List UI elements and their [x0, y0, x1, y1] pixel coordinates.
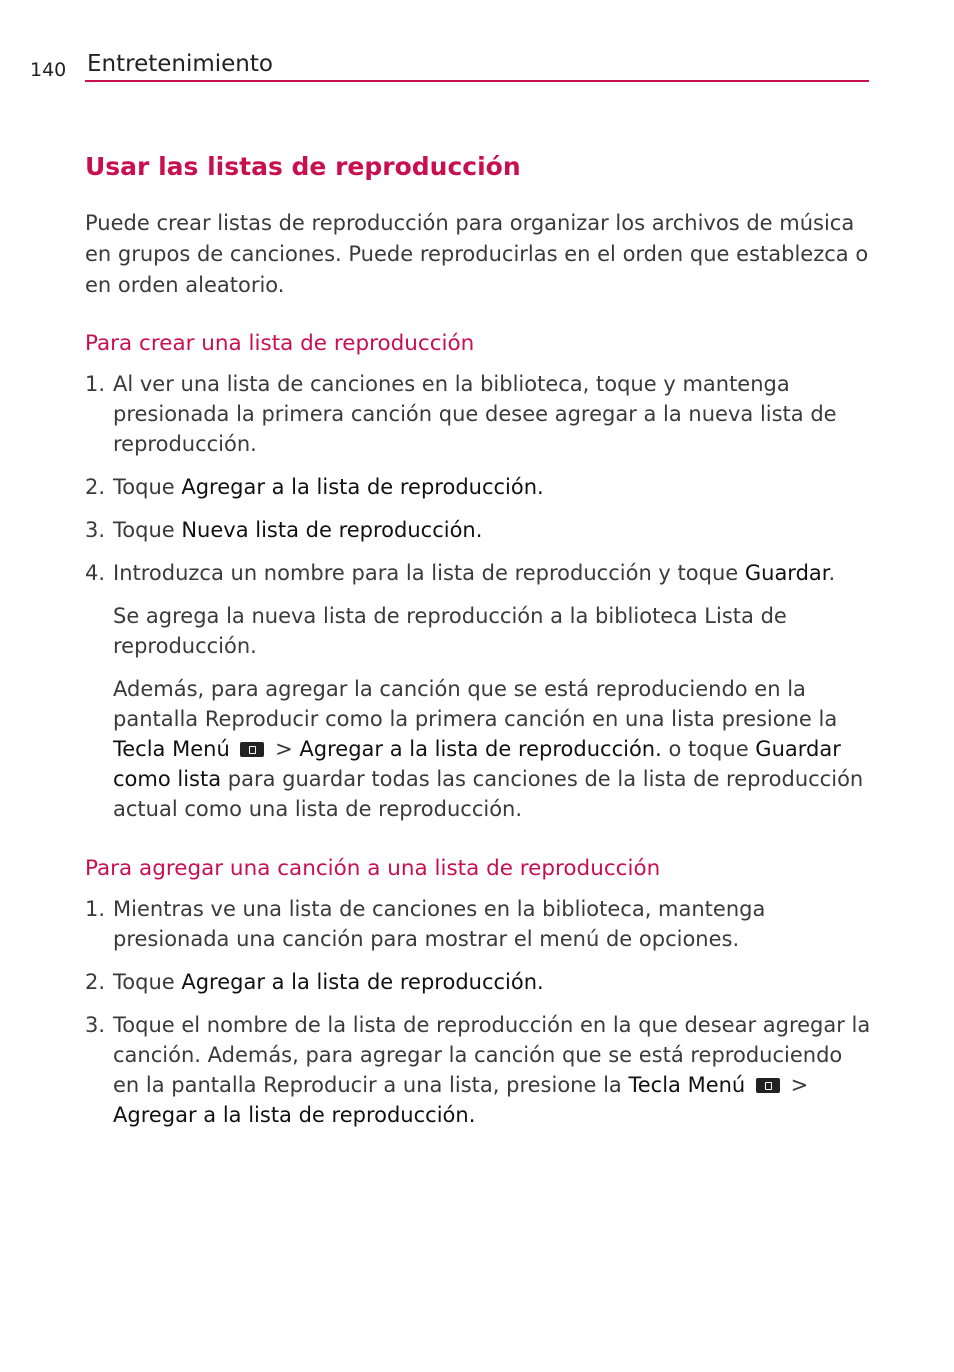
add-section [85, 854, 875, 1130]
step-number: 3. [85, 518, 106, 542]
step-text: > [783, 1073, 809, 1097]
step-number: 3. [85, 1013, 106, 1037]
step-text: Toque [113, 518, 182, 542]
list-item [85, 558, 875, 588]
intro-paragraph: Puede crear listas de reproducción para organizar los archivos de música en grupos de canciones. Puede reproducirlas en el orden que establezca o en orden aleatorio. [85, 211, 869, 297]
note-emphasis: Agregar a la lista de reproducción. [299, 737, 662, 761]
note-text: o toque [661, 737, 756, 761]
step-number: 1. [85, 897, 106, 921]
step-text: Mientras ve una lista de canciones en la biblioteca, mantenga presionada una canción para mostrar el menú de opciones. [113, 897, 766, 951]
step-text: Introduzca un nombre para la lista de reproducción y toque [113, 561, 745, 585]
create-steps [85, 369, 875, 588]
step-emphasis: Agregar a la lista de reproducción. [181, 475, 544, 499]
step-text: Toque [113, 970, 182, 994]
list-item [85, 369, 875, 459]
note-paragraph [85, 601, 875, 661]
note-text: > [268, 737, 300, 761]
step-emphasis: Agregar a la lista de reproducción. [181, 970, 544, 994]
list-item [85, 472, 875, 502]
note-text: Se agrega la nueva lista de reproducción a la biblioteca Lista de reproducción. [113, 604, 787, 658]
menu-key-icon [240, 742, 264, 757]
menu-key-icon [756, 1078, 780, 1093]
header-rule [85, 80, 869, 82]
step-emphasis: Tecla Menú [628, 1073, 746, 1097]
note-emphasis: Tecla Menú [113, 737, 230, 761]
list-item [85, 894, 875, 954]
page-title: Usar las listas de reproducción [85, 152, 521, 181]
step-number: 2. [85, 475, 106, 499]
step-emphasis: Nueva lista de reproducción. [181, 518, 483, 542]
note-paragraph [85, 674, 875, 824]
note-text: para guardar todas las canciones de la lista de reproducción actual como una lista de reproducción. [113, 767, 864, 821]
step-emphasis: Guardar [744, 561, 829, 585]
add-steps [85, 894, 875, 1130]
step-text: Toque el nombre de la lista de reproducción en la que desear agregar la canción. Además, para agregar la canción que se está reproduciendo en la pantalla Reproducir a una lista, presione la [113, 1013, 871, 1097]
list-item [85, 967, 875, 997]
note-text: Además, para agregar la canción que se está reproduciendo en la pantalla Reproducir como la primera canción en una lista presione la [113, 677, 838, 731]
main-content [85, 150, 875, 1143]
add-heading: Para agregar una canción a una lista de reproducción [85, 856, 661, 881]
step-number: 4. [85, 561, 106, 585]
list-item [85, 515, 875, 545]
section-name: Entretenimiento [87, 51, 273, 77]
step-number: 1. [85, 372, 106, 396]
step-number: 2. [85, 970, 106, 994]
step-emphasis: Agregar a la lista de reproducción. [113, 1103, 476, 1127]
step-text: . [828, 561, 836, 585]
step-text: Al ver una lista de canciones en la biblioteca, toque y mantenga presionada la primera canción que desee agregar a la nueva lista de reproducción. [113, 372, 837, 456]
page-number: 140 [30, 59, 67, 81]
step-text: Toque [113, 475, 182, 499]
create-heading: Para crear una lista de reproducción [85, 331, 475, 356]
note-emphasis: Guardar como lista [113, 737, 841, 791]
list-item [85, 1010, 875, 1130]
